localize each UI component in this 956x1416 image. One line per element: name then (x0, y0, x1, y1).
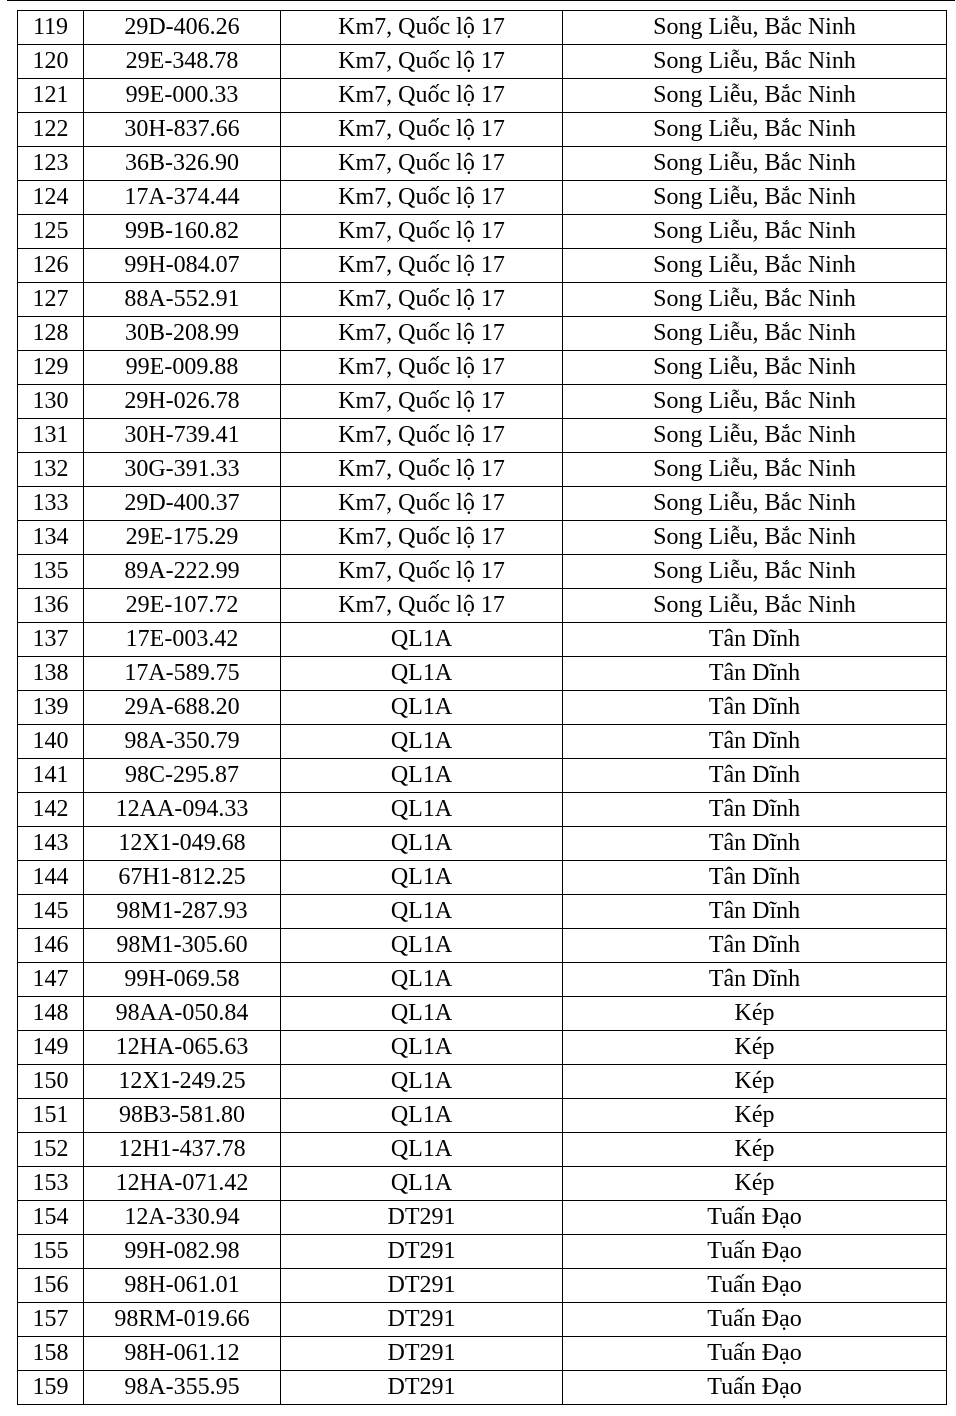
row-number-cell: 131 (18, 419, 84, 453)
table-row (18, 113, 947, 147)
unit-cell: Tuấn Đạo (563, 1303, 947, 1337)
license-plate-cell: 36B-326.90 (84, 147, 281, 181)
location-cell: DT291 (281, 1201, 563, 1235)
location-cell: Km7, Quốc lộ 17 (281, 419, 563, 453)
location-cell: QL1A (281, 997, 563, 1031)
license-plate-cell: 99E-000.33 (84, 79, 281, 113)
license-plate-cell: 12HA-071.42 (84, 1167, 281, 1201)
table-row (18, 1269, 947, 1303)
location-cell: DT291 (281, 1337, 563, 1371)
table-row (18, 147, 947, 181)
location-cell: DT291 (281, 1371, 563, 1405)
unit-cell: Tuấn Đạo (563, 1201, 947, 1235)
license-plate-cell: 29E-348.78 (84, 45, 281, 79)
unit-cell: Song Liễu, Bắc Ninh (563, 113, 947, 147)
row-number-cell: 152 (18, 1133, 84, 1167)
license-plate-cell: 29D-400.37 (84, 487, 281, 521)
table-row (18, 793, 947, 827)
location-cell: QL1A (281, 963, 563, 997)
license-plate-cell: 88A-552.91 (84, 283, 281, 317)
location-cell: Km7, Quốc lộ 17 (281, 249, 563, 283)
table-row (18, 1371, 947, 1405)
unit-cell: Tân Dĩnh (563, 725, 947, 759)
row-number-cell: 128 (18, 317, 84, 351)
unit-cell: Tuấn Đạo (563, 1371, 947, 1405)
unit-cell: Kép (563, 997, 947, 1031)
unit-cell: Song Liễu, Bắc Ninh (563, 419, 947, 453)
unit-cell: Song Liễu, Bắc Ninh (563, 487, 947, 521)
table-row (18, 385, 947, 419)
license-plate-cell: 98A-355.95 (84, 1371, 281, 1405)
row-number-cell: 155 (18, 1235, 84, 1269)
table-row (18, 861, 947, 895)
row-number-cell: 151 (18, 1099, 84, 1133)
unit-cell: Kép (563, 1031, 947, 1065)
table-row (18, 1031, 947, 1065)
row-number-cell: 159 (18, 1371, 84, 1405)
unit-cell: Tuấn Đạo (563, 1235, 947, 1269)
license-plate-cell: 17E-003.42 (84, 623, 281, 657)
row-number-cell: 141 (18, 759, 84, 793)
location-cell: QL1A (281, 1065, 563, 1099)
table-row (18, 1337, 947, 1371)
table-row (18, 1065, 947, 1099)
location-cell: Km7, Quốc lộ 17 (281, 487, 563, 521)
unit-cell: Song Liễu, Bắc Ninh (563, 147, 947, 181)
unit-cell: Song Liễu, Bắc Ninh (563, 589, 947, 623)
license-plate-cell: 67H1-812.25 (84, 861, 281, 895)
table-row (18, 283, 947, 317)
license-plate-cell: 30G-391.33 (84, 453, 281, 487)
table-row (18, 1201, 947, 1235)
row-number-cell: 153 (18, 1167, 84, 1201)
license-plate-cell: 29D-406.26 (84, 11, 281, 45)
location-cell: QL1A (281, 827, 563, 861)
license-plate-cell: 98M1-287.93 (84, 895, 281, 929)
location-cell: DT291 (281, 1269, 563, 1303)
license-plate-cell: 98C-295.87 (84, 759, 281, 793)
location-cell: QL1A (281, 895, 563, 929)
table-row (18, 1303, 947, 1337)
license-plate-cell: 12X1-049.68 (84, 827, 281, 861)
license-plate-cell: 12X1-249.25 (84, 1065, 281, 1099)
row-number-cell: 137 (18, 623, 84, 657)
row-number-cell: 130 (18, 385, 84, 419)
row-number-cell: 129 (18, 351, 84, 385)
unit-cell: Song Liễu, Bắc Ninh (563, 555, 947, 589)
license-plate-cell: 99B-160.82 (84, 215, 281, 249)
location-cell: Km7, Quốc lộ 17 (281, 113, 563, 147)
table-row (18, 453, 947, 487)
row-number-cell: 139 (18, 691, 84, 725)
unit-cell: Tân Dĩnh (563, 691, 947, 725)
unit-cell: Song Liễu, Bắc Ninh (563, 453, 947, 487)
table-row (18, 317, 947, 351)
table-row (18, 181, 947, 215)
table-row (18, 487, 947, 521)
row-number-cell: 121 (18, 79, 84, 113)
unit-cell: Song Liễu, Bắc Ninh (563, 385, 947, 419)
unit-cell: Tân Dĩnh (563, 929, 947, 963)
location-cell: QL1A (281, 759, 563, 793)
table-row (18, 895, 947, 929)
table-row (18, 657, 947, 691)
page-top-rule (7, 0, 955, 1)
unit-cell: Kép (563, 1167, 947, 1201)
row-number-cell: 158 (18, 1337, 84, 1371)
row-number-cell: 149 (18, 1031, 84, 1065)
location-cell: Km7, Quốc lộ 17 (281, 45, 563, 79)
location-cell: Km7, Quốc lộ 17 (281, 215, 563, 249)
table-row (18, 691, 947, 725)
location-cell: QL1A (281, 861, 563, 895)
unit-cell: Tân Dĩnh (563, 623, 947, 657)
table-row (18, 79, 947, 113)
location-cell: QL1A (281, 691, 563, 725)
location-cell: Km7, Quốc lộ 17 (281, 453, 563, 487)
location-cell: QL1A (281, 1031, 563, 1065)
unit-cell: Song Liễu, Bắc Ninh (563, 79, 947, 113)
license-plate-cell: 29E-175.29 (84, 521, 281, 555)
table-row (18, 419, 947, 453)
unit-cell: Song Liễu, Bắc Ninh (563, 351, 947, 385)
unit-cell: Tân Dĩnh (563, 963, 947, 997)
table-row (18, 11, 947, 45)
license-plate-cell: 29E-107.72 (84, 589, 281, 623)
unit-cell: Song Liễu, Bắc Ninh (563, 283, 947, 317)
license-plate-cell: 30H-837.66 (84, 113, 281, 147)
row-number-cell: 157 (18, 1303, 84, 1337)
row-number-cell: 146 (18, 929, 84, 963)
unit-cell: Song Liễu, Bắc Ninh (563, 11, 947, 45)
unit-cell: Tuấn Đạo (563, 1269, 947, 1303)
row-number-cell: 143 (18, 827, 84, 861)
license-plate-cell: 30B-208.99 (84, 317, 281, 351)
row-number-cell: 125 (18, 215, 84, 249)
vehicle-violations-table (17, 10, 947, 1405)
table-row (18, 1235, 947, 1269)
row-number-cell: 156 (18, 1269, 84, 1303)
location-cell: QL1A (281, 657, 563, 691)
table-row (18, 1167, 947, 1201)
unit-cell: Tân Dĩnh (563, 657, 947, 691)
license-plate-cell: 29H-026.78 (84, 385, 281, 419)
row-number-cell: 119 (18, 11, 84, 45)
table-row (18, 249, 947, 283)
location-cell: Km7, Quốc lộ 17 (281, 589, 563, 623)
unit-cell: Kép (563, 1133, 947, 1167)
license-plate-cell: 12H1-437.78 (84, 1133, 281, 1167)
table-row (18, 589, 947, 623)
unit-cell: Song Liễu, Bắc Ninh (563, 215, 947, 249)
location-cell: QL1A (281, 623, 563, 657)
license-plate-cell: 12HA-065.63 (84, 1031, 281, 1065)
license-plate-cell: 98AA-050.84 (84, 997, 281, 1031)
license-plate-cell: 98H-061.01 (84, 1269, 281, 1303)
license-plate-cell: 99E-009.88 (84, 351, 281, 385)
unit-cell: Tuấn Đạo (563, 1337, 947, 1371)
table-row (18, 827, 947, 861)
location-cell: Km7, Quốc lộ 17 (281, 385, 563, 419)
table-row (18, 1099, 947, 1133)
table-body (18, 11, 947, 1405)
license-plate-cell: 12A-330.94 (84, 1201, 281, 1235)
license-plate-cell: 98B3-581.80 (84, 1099, 281, 1133)
unit-cell: Kép (563, 1065, 947, 1099)
location-cell: Km7, Quốc lộ 17 (281, 283, 563, 317)
row-number-cell: 133 (18, 487, 84, 521)
unit-cell: Song Liễu, Bắc Ninh (563, 181, 947, 215)
license-plate-cell: 29A-688.20 (84, 691, 281, 725)
row-number-cell: 144 (18, 861, 84, 895)
location-cell: QL1A (281, 1099, 563, 1133)
unit-cell: Song Liễu, Bắc Ninh (563, 317, 947, 351)
location-cell: QL1A (281, 929, 563, 963)
location-cell: Km7, Quốc lộ 17 (281, 181, 563, 215)
license-plate-cell: 89A-222.99 (84, 555, 281, 589)
license-plate-cell: 17A-589.75 (84, 657, 281, 691)
row-number-cell: 124 (18, 181, 84, 215)
row-number-cell: 136 (18, 589, 84, 623)
row-number-cell: 154 (18, 1201, 84, 1235)
table-row (18, 725, 947, 759)
license-plate-cell: 99H-084.07 (84, 249, 281, 283)
row-number-cell: 132 (18, 453, 84, 487)
table-row (18, 963, 947, 997)
table-row (18, 759, 947, 793)
location-cell: Km7, Quốc lộ 17 (281, 555, 563, 589)
table-row (18, 215, 947, 249)
unit-cell: Tân Dĩnh (563, 759, 947, 793)
location-cell: Km7, Quốc lộ 17 (281, 317, 563, 351)
row-number-cell: 134 (18, 521, 84, 555)
table-row (18, 555, 947, 589)
license-plate-cell: 98A-350.79 (84, 725, 281, 759)
location-cell: DT291 (281, 1235, 563, 1269)
row-number-cell: 147 (18, 963, 84, 997)
row-number-cell: 148 (18, 997, 84, 1031)
unit-cell: Tân Dĩnh (563, 861, 947, 895)
unit-cell: Tân Dĩnh (563, 895, 947, 929)
license-plate-cell: 30H-739.41 (84, 419, 281, 453)
row-number-cell: 120 (18, 45, 84, 79)
row-number-cell: 150 (18, 1065, 84, 1099)
unit-cell: Tân Dĩnh (563, 827, 947, 861)
location-cell: QL1A (281, 1167, 563, 1201)
location-cell: Km7, Quốc lộ 17 (281, 11, 563, 45)
license-plate-cell: 98H-061.12 (84, 1337, 281, 1371)
unit-cell: Kép (563, 1099, 947, 1133)
row-number-cell: 127 (18, 283, 84, 317)
license-plate-cell: 98M1-305.60 (84, 929, 281, 963)
table-row (18, 351, 947, 385)
location-cell: Km7, Quốc lộ 17 (281, 79, 563, 113)
row-number-cell: 142 (18, 793, 84, 827)
table-row (18, 997, 947, 1031)
location-cell: QL1A (281, 793, 563, 827)
table-row (18, 521, 947, 555)
row-number-cell: 122 (18, 113, 84, 147)
license-plate-cell: 12AA-094.33 (84, 793, 281, 827)
location-cell: Km7, Quốc lộ 17 (281, 351, 563, 385)
location-cell: Km7, Quốc lộ 17 (281, 521, 563, 555)
table-row (18, 929, 947, 963)
location-cell: QL1A (281, 1133, 563, 1167)
location-cell: QL1A (281, 725, 563, 759)
table-row (18, 45, 947, 79)
row-number-cell: 138 (18, 657, 84, 691)
row-number-cell: 140 (18, 725, 84, 759)
row-number-cell: 123 (18, 147, 84, 181)
location-cell: Km7, Quốc lộ 17 (281, 147, 563, 181)
license-plate-cell: 98RM-019.66 (84, 1303, 281, 1337)
unit-cell: Song Liễu, Bắc Ninh (563, 249, 947, 283)
unit-cell: Song Liễu, Bắc Ninh (563, 521, 947, 555)
license-plate-cell: 99H-082.98 (84, 1235, 281, 1269)
location-cell: DT291 (281, 1303, 563, 1337)
license-plate-cell: 99H-069.58 (84, 963, 281, 997)
table-row (18, 1133, 947, 1167)
unit-cell: Tân Dĩnh (563, 793, 947, 827)
row-number-cell: 126 (18, 249, 84, 283)
row-number-cell: 135 (18, 555, 84, 589)
table-row (18, 623, 947, 657)
unit-cell: Song Liễu, Bắc Ninh (563, 45, 947, 79)
row-number-cell: 145 (18, 895, 84, 929)
license-plate-cell: 17A-374.44 (84, 181, 281, 215)
